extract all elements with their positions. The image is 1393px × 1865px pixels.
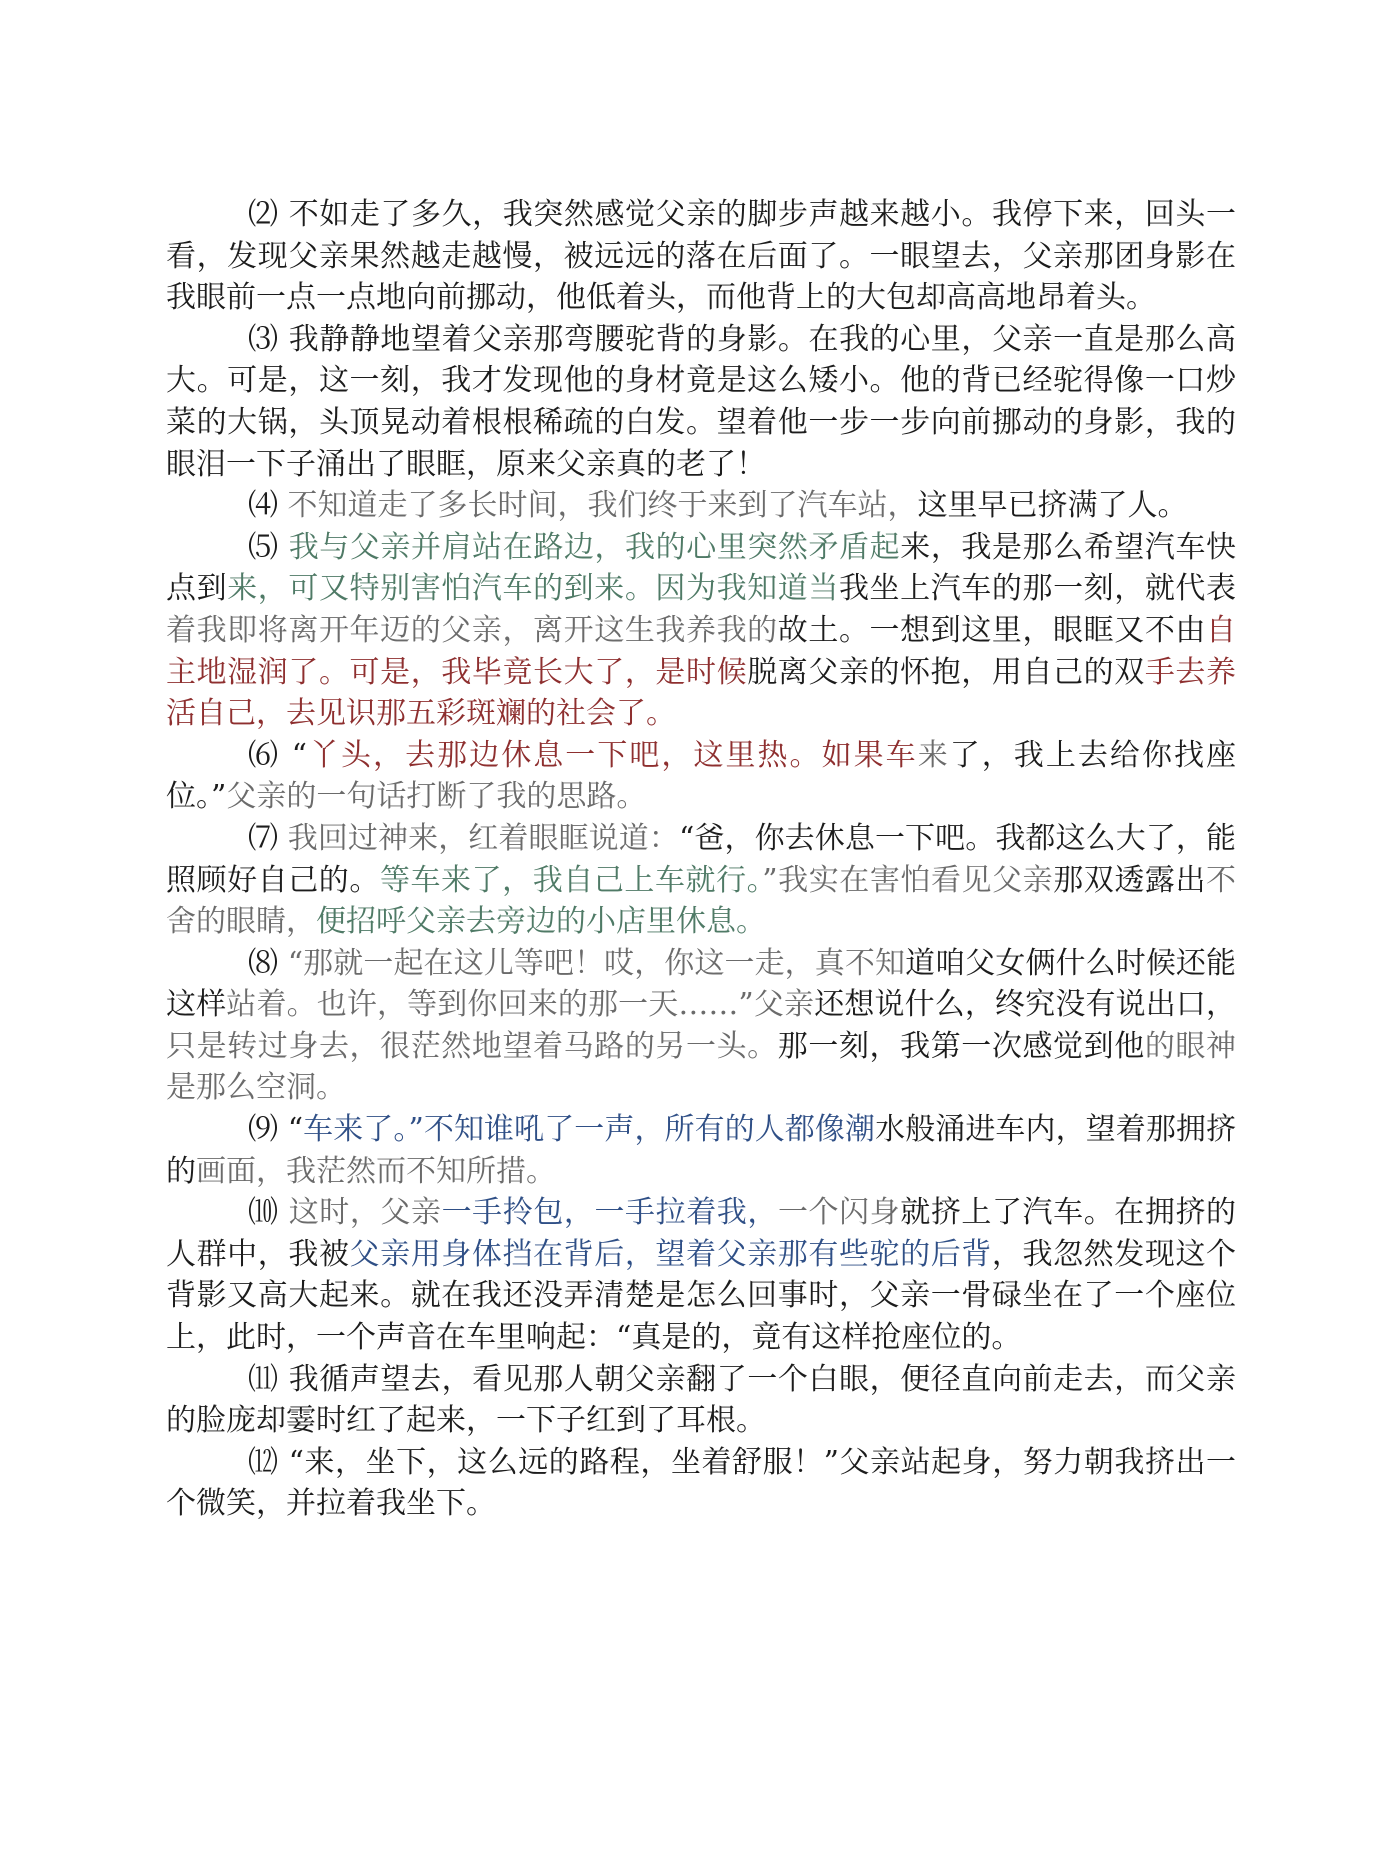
- text-segment: 来: [917, 737, 950, 773]
- text-segment: 了，我上去给你找座位。”: [166, 737, 1237, 815]
- text-segment: 这时，父亲: [288, 1195, 442, 1231]
- text-segment: 那一刻，我第一次感觉到他: [777, 1028, 1145, 1064]
- text-segment: 水般涌进车内，望着那拥挤的: [166, 1112, 1237, 1189]
- text-segment: 丫头，去那边休息一下吧，这里热。如果车: [306, 737, 918, 773]
- document-page: [166, 194, 1236, 1525]
- text-segment: 那双透露出: [1053, 862, 1207, 898]
- text-segment: ⑶ 我静静地望着父亲那弯腰驼背的身影。在我的心里，父亲一直是那么高大。可是，这一刻，我才发现他的身材竟是这么矮小。他的背已经驼得像一口炒菜的大锅，头顶晃动着根根稀疏的白发。望着他一步一步向前挪动的身影，我的眼泪一下子涌出了眼眶，原来父亲真的老了！: [166, 321, 1236, 482]
- text-segment: 手去养活自己，去见识那五彩斑斓的社会了。: [166, 654, 1237, 732]
- text-segment: 自主地湿润了。可是，我毕竟长大了，是时候: [166, 612, 1237, 690]
- text-segment: 等车来了，我自己上车就行。: [379, 862, 763, 898]
- text-segment: ⑺: [248, 820, 288, 856]
- text-segment: ⑹ “: [248, 737, 307, 773]
- paragraph-3: [166, 319, 1236, 485]
- text-segment: 故土。一想到这里，眼眶又不由: [777, 612, 1207, 648]
- text-segment: “那就一起在这儿等吧！哎，你这一走，真不知: [287, 945, 906, 981]
- text-segment: 来，可又特别害怕汽车的到来。因为我知道当: [227, 571, 839, 607]
- text-segment: 来，我是那么希望汽车快点到: [166, 529, 1237, 607]
- text-segment: ⑷: [248, 488, 288, 524]
- text-segment: ⑵ 不如走了多久，我突然感觉父亲的脚步声越来越小。我停下来，回头一看，发现父亲果然越走越慢，被远远的落在后面了。一眼望去，父亲那团身影在我眼前一点一点地向前挪动，他低着头，而他背上的大包却高高地昂着头。: [166, 197, 1236, 316]
- text-segment: 一个闪身: [777, 1195, 901, 1231]
- text-segment: 着我即将离开年迈的父亲，离开这生我养我的: [166, 612, 778, 648]
- text-segment: “爸，你去休息一下吧。我都这么大了，能照顾好自己的。: [166, 820, 1237, 898]
- text-segment: ⑼ “: [248, 1112, 304, 1148]
- paragraph-9: [166, 1109, 1236, 1192]
- text-segment: 脱离父亲的怀抱，用自己的双: [747, 654, 1145, 690]
- text-segment: ⑽: [248, 1195, 289, 1231]
- text-segment: 父亲的一句话打断了我的思路。: [226, 779, 647, 815]
- paragraph-4: [166, 485, 1236, 527]
- text-segment: 不舍的眼睛，: [166, 862, 1237, 940]
- text-segment: 车来了。”不知谁吼了一声，所有的人都像潮: [303, 1112, 876, 1148]
- text-segment: 就挤上了汽车。在拥挤的人群中，我被: [166, 1195, 1237, 1272]
- paragraph-6: [166, 735, 1236, 818]
- paragraph-5: [166, 527, 1236, 735]
- paragraph-8: [166, 943, 1236, 1109]
- text-segment: 我回过神来，红着眼眶说道：: [287, 820, 679, 856]
- paragraph-2: [166, 194, 1236, 319]
- text-segment: 只是转过身去，很茫然地望着马路的另一头。: [166, 1028, 778, 1064]
- text-segment: 的眼神是那么空洞。: [166, 1028, 1237, 1106]
- text-segment: 我与父亲并肩站在路边，我的心里突然矛盾起: [288, 529, 901, 565]
- text-segment: 一手拎包，一手拉着我，: [441, 1195, 778, 1231]
- paragraph-7: [166, 818, 1236, 943]
- text-segment: ”我实在害怕看见父亲: [762, 862, 1054, 898]
- text-segment: 不知道走了多长时间，我们终于来到了汽车站，: [287, 488, 918, 524]
- text-segment: 道咱父女俩什么时候还能这样: [166, 945, 1237, 1023]
- text-segment: 便招呼父亲去旁边的小店里休息。: [316, 904, 766, 940]
- text-segment: 画面，我茫然而不知所措。: [196, 1153, 556, 1189]
- paragraph-12: [166, 1442, 1236, 1525]
- text-segment: 站着。也许，等到你回来的那一天……”父亲: [226, 987, 815, 1023]
- text-segment: ⑾ 我循声望去，看见那人朝父亲翻了一个白眼，便径直向前走去，而父亲的脸庞却霎时红了起来，一下子红到了耳根。: [166, 1361, 1236, 1439]
- text-segment: 这里早已挤满了人。: [917, 488, 1188, 524]
- text-segment: ，我忽然发现这个背影又高大起来。就在我还没弄清楚是怎么回事时，父亲一骨碌坐在了一个座位上，此时，一个声音在车里响起：“真是的，竟有这样抢座位的。: [166, 1236, 1237, 1356]
- text-segment: 我坐上汽车的那一刻，就代表: [838, 571, 1237, 607]
- text-segment: 父亲用身体挡在背后，望着父亲那有些驼的后背: [349, 1236, 992, 1272]
- paragraph-10: [166, 1192, 1236, 1358]
- text-segment: 还想说什么，终究没有说出口，: [814, 987, 1237, 1023]
- text-segment: ⑸: [248, 529, 289, 565]
- text-segment: ⑻: [248, 945, 288, 981]
- text-segment: ⑿ “来，坐下，这么远的路程，坐着舒服！”父亲站起身，努力朝我挤出一个微笑，并拉着我坐下。: [166, 1444, 1236, 1522]
- paragraph-11: [166, 1359, 1236, 1442]
